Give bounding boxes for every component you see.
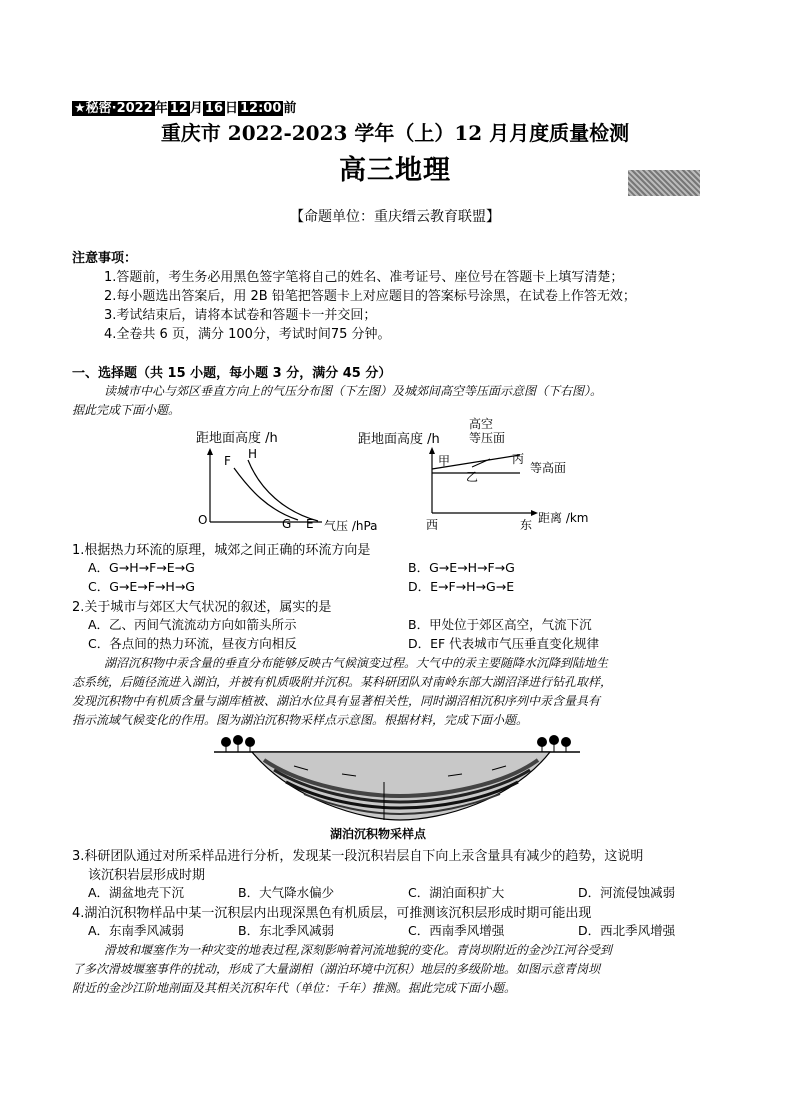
q1-option-b: B．G→E→H→F→G <box>408 560 515 575</box>
isobar-label-line2: 等压面 <box>469 431 506 445</box>
intro1-line1: 读城市中心与郊区垂直方向上的气压分布图（下左图）及城郊间高空等压面示意图（下右图）。 <box>104 384 603 398</box>
q4-option-a: A．东南季风减弱 <box>88 923 185 938</box>
secret-prefix: ★秘密·2022 <box>74 101 153 116</box>
secret-day: 16 <box>204 101 223 116</box>
passage2-line1: 湖沼沉积物中汞含量的垂直分布能够反映古气候演变过程。大气中的汞主要随降水沉降到陆地生 <box>104 656 609 670</box>
secret-time: 12:00 <box>240 101 282 116</box>
label-f: F <box>224 454 231 468</box>
section-heading: 一、选择题（共 15 小题，每小题 3 分，满分 45 分） <box>72 366 392 381</box>
fig-right-xlabel: 距离 /km <box>538 511 589 525</box>
label-bing: 丙 <box>512 452 525 466</box>
q2-option-d: D．EF 代表城市气压垂直变化规律 <box>408 636 600 651</box>
q2-option-c: C．各点间的热力环流，昼夜方向相反 <box>88 636 297 651</box>
q1-stem: 1.根据热力环流的原理，城郊之间正确的环流方向是 <box>72 543 371 558</box>
passage3-line2: 了多次滑坡堰塞事件的扰动，形成了大量湖相（湖泊环境中沉积）地层的多级阶地。如图示意青岗坝 <box>72 962 601 976</box>
q4-stem: 4.湖泊沉积物样品中某一沉积层内出现深黑色有机质层，可推测该沉积层形成时期可能出现 <box>72 906 592 921</box>
notice-item-3: 3.考试结束后，请将本试卷和答题卡一并交回； <box>104 308 377 323</box>
label-e: E <box>306 517 314 531</box>
tree-icons-right <box>537 735 571 752</box>
q4-option-d: D．西北季风增强 <box>578 923 676 938</box>
curve-f <box>234 468 298 520</box>
lake-sediment-figure <box>212 730 582 842</box>
label-jia: 甲 <box>438 454 451 468</box>
notice-item-2: 2.每小题选出答案后，用 2B 铅笔把答题卡上对应题目的答案标号涂黑，在试卷上作答无效； <box>104 289 636 304</box>
q1-option-a: A．G→H→F→E→G <box>88 560 195 575</box>
q2-option-b: B．甲处位于郊区高空，气流下沉 <box>408 617 592 632</box>
curve-h <box>248 460 318 521</box>
notice-item-1: 1.答题前，考生务必用黑色签字笔将自己的姓名、准考证号、座位号在答题卡上填写清楚； <box>104 270 624 285</box>
passage2-line2: 态系统，后随径流进入湖泊，并被有机质吸附并沉积。某科研团队对南岭东部大湖沼泽进行钻孔取样， <box>72 675 613 689</box>
passage2-line4: 指示流域气候变化的作用。图为湖泊沉积物采样点示意图。根据材料，完成下面小题。 <box>72 713 529 727</box>
label-yi: 乙 <box>466 470 479 484</box>
fig-left-origin: O <box>198 513 208 527</box>
passage3-line1: 滑坡和堰塞作为一种灾变的地表过程,深刻影响着河流地貌的变化。青岗坝附近的金沙江河谷受到 <box>104 943 612 957</box>
isobar-figure <box>352 415 602 535</box>
fig-left-xlabel: 气压 /hPa <box>324 519 378 533</box>
secret-month-unit: 月 <box>189 101 203 116</box>
exam-title: 重庆市 2022-2023 学年（上）12 月月度质量检测 <box>160 121 630 145</box>
label-east: 东 <box>520 518 533 532</box>
notice-item-4: 4.全卷共 6 页，满分 100分，考试时间75 分钟。 <box>104 327 391 342</box>
flow-arrow <box>472 459 490 467</box>
q3-stem-line1: 3.科研团队通过对所采样品进行分析，发现某一段沉积岩层自下向上汞含量具有减少的趋势，这说明 <box>72 849 644 864</box>
label-h: H <box>248 447 258 461</box>
confidential-banner <box>72 97 296 116</box>
passage2-line3: 发现沉积物中有机质含量与湖库植被、湖泊水位具有显著相关性，同时湖沼相沉积序列中汞含量具有 <box>72 694 601 708</box>
isobar-label-line1: 高空 <box>469 417 494 431</box>
fig-right-ylabel: 距地面高度 /h <box>358 432 440 447</box>
q3-option-d: D．河流侵蚀减弱 <box>578 885 676 900</box>
passage3-line3: 附近的金沙江阶地剖面及其相关沉积年代（单位：千年）推测。据此完成下面小题。 <box>72 981 517 995</box>
tree-icons-left <box>221 735 255 752</box>
q2-option-a: A．乙、丙间气流流动方向如箭头所示 <box>88 617 297 632</box>
q3-stem-line2: 该沉积岩层形成时期 <box>88 868 206 883</box>
secret-month: 12 <box>169 101 188 116</box>
secret-suffix: 前 <box>283 101 297 116</box>
notice-heading: 注意事项： <box>72 251 138 266</box>
lake-caption: 湖泊沉积物采样点 <box>330 827 427 841</box>
q4-option-b: B．东北季风减弱 <box>238 923 335 938</box>
q1-option-d: D．E→F→H→G→E <box>408 579 515 594</box>
q3-option-b: B．大气降水偏少 <box>238 885 335 900</box>
q1-option-c: C．G→E→F→H→G <box>88 579 195 594</box>
q3-option-a: A．湖盆地壳下沉 <box>88 885 185 900</box>
label-west: 西 <box>426 518 439 532</box>
barcode-stamp <box>628 170 700 196</box>
q3-option-c: C．湖泊面积扩大 <box>408 885 505 900</box>
label-g: G <box>282 517 292 531</box>
fig-left-ylabel: 距地面高度 /h <box>196 431 278 446</box>
secret-day-unit: 日 <box>225 101 239 116</box>
exam-subject: 高三地理 <box>339 155 451 186</box>
q2-stem: 2.关于城市与郊区大气状况的叙述，属实的是 <box>72 600 332 615</box>
exam-unit: 【命题单位：重庆缙云教育联盟】 <box>290 209 500 225</box>
q4-option-c: C．西南季风增强 <box>408 923 505 938</box>
label-equal-height: 等高面 <box>530 461 567 475</box>
intro1-line2: 据此完成下面小题。 <box>72 403 181 417</box>
secret-year-unit: 年 <box>154 101 168 116</box>
